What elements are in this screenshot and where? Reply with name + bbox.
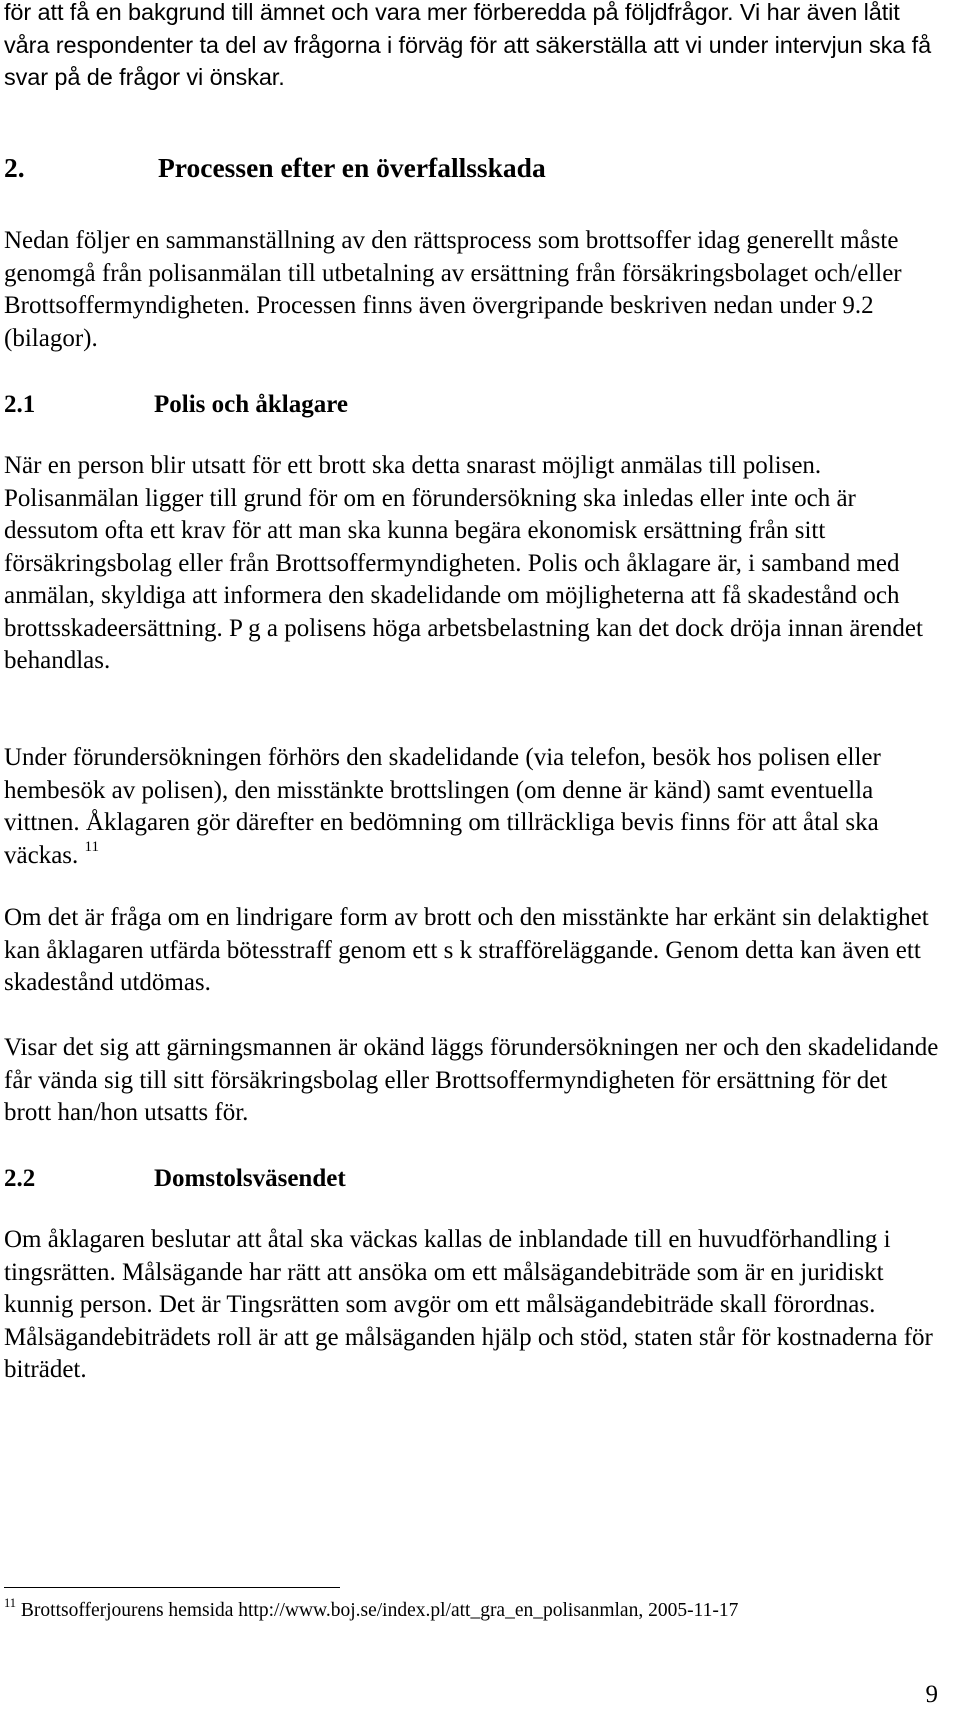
section-2-1-paragraph-1: När en person blir utsatt för ett brott ska detta snarast möjligt anmälas till polisen. Polisanmälan ligger till grund för om en förundersökning ska inledas eller inte och är dessutom ofta ett krav för att man ska kunna begära ekonomisk ersättning från sitt försäkringsbolag eller från Brottsoffermyndigheten. Polis och åklagare är, i samband med anmälan, skyldiga att informera den skadelidande om möjligheterna att få skadestånd och brottsskadeersättning. P g a polisens höga arbetsbelastning kan det dock dröja innan ärendet behandlas. — [4, 452, 923, 674]
footnote-reference[interactable]: 11 — [84, 838, 99, 855]
footnote — [4, 1598, 738, 1624]
intro-paragraph: för att få en bakgrund till ämnet och vara mer förberedda på följdfrågor. Vi har även låtit våra respondenter ta del av frågorna i förväg för att säkerställa att vi under intervjun ska få svar på de frågor vi önskar. — [4, 0, 932, 90]
section-title: Polis och åklagare — [154, 391, 348, 418]
section-2-1-paragraph-2 — [4, 742, 939, 872]
footnote-separator — [4, 1587, 340, 1588]
section-heading-2-1 — [4, 390, 348, 420]
footnote-text: Brottsofferjourens hemsida http://www.boj.se/index.pl/att_gra_en_polisanmlan, 2005-11-17 — [20, 1600, 739, 1621]
section-heading-2-2 — [4, 1164, 346, 1194]
footnote-number: 11 — [4, 1596, 17, 1610]
section-2-2-paragraph: Om åklagaren beslutar att åtal ska väckas kallas de inblandade till en huvudförhandling i tingsrätten. Målsägande har rätt att ansöka om ett målsägandebiträde som är en juridiskt kunnig person. Det är Tingsrätten som avgör om ett målsägandebiträde skall förordnas. Målsägandebiträdets roll är att ge målsäganden hjälp och stöd, staten står för kostnaderna för biträdet. — [4, 1226, 933, 1383]
section-title: Domstolsväsendet — [154, 1165, 346, 1192]
section-2-1-paragraph-3: Om det är fråga om en lindrigare form av brott och den misstänkte har erkänt sin delaktighet kan åklagaren utfärda bötesstraff genom ett s k strafföreläggande. Genom detta kan även ett skadestånd utdömas. — [4, 904, 929, 996]
section-number: 2. — [4, 152, 25, 183]
section-2-paragraph: Nedan följer en sammanställning av den rättsprocess som brottsoffer idag generellt måste genomgå från polisanmälan till utbetalning av ersättning från försäkringsbolaget och/eller Brottsoffermyndigheten. Processen finns även övergripande beskriven nedan under 9.2 (bilagor). — [4, 227, 902, 352]
section-2-1-paragraph-4: Visar det sig att gärningsmannen är okänd läggs förundersökningen ner och den skadelidande får vända sig till sitt försäkringsbolag eller Brottsoffermyndigheten för ersättning för det brott han/hon utsatts för. — [4, 1034, 939, 1126]
section-number: 2.2 — [4, 1165, 36, 1192]
section-title: Processen efter en överfallsskada — [158, 152, 546, 183]
page-number: 9 — [925, 1681, 938, 1708]
paragraph-text: Under förundersökningen förhörs den skadelidande (via telefon, besök hos polisen eller hembesök av polisen), den misstänkte brottslingen (om denne är känd) samt eventuella vittnen. Åklagaren gör därefter en bedömning om tillräckliga bevis finns för att åtal ska väckas. — [4, 744, 881, 869]
section-number: 2.1 — [4, 391, 36, 418]
section-heading-2 — [4, 153, 546, 183]
